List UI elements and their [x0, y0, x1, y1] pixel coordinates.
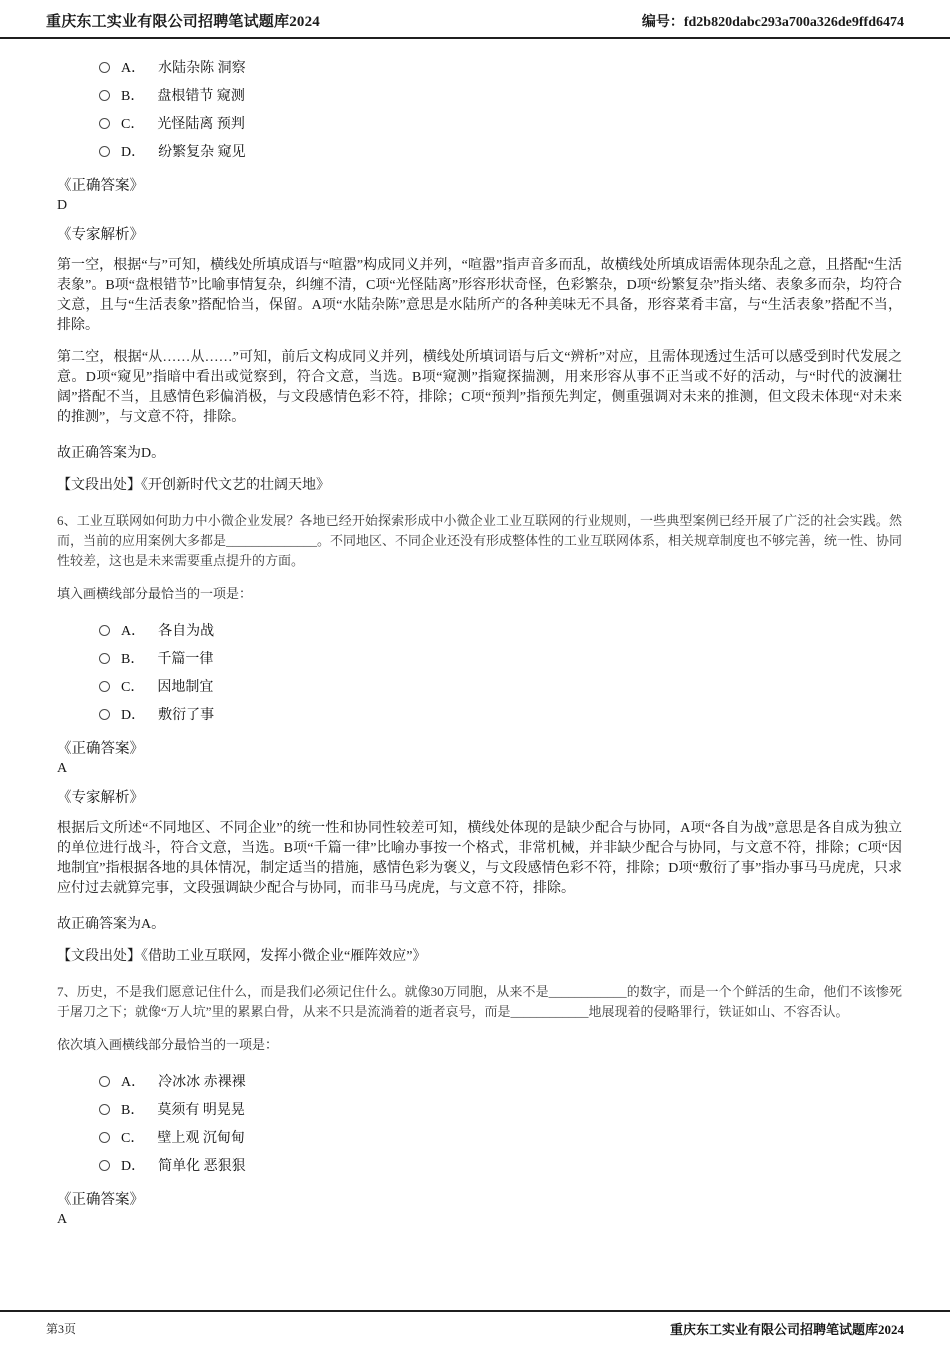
- option-row: [99, 672, 902, 700]
- q6-answer: A: [57, 761, 68, 776]
- q7-answer: A: [57, 1212, 68, 1227]
- option-text: 光怪陆离 预判: [157, 117, 245, 132]
- radio-button[interactable]: [99, 1132, 110, 1143]
- q5-analysis-paragraph-2: 第二空，根据“从……从……”可知，前后文构成同义并列，横线处所填词语与后文“辨析”对应，且需体现透过生活可以感受到时代发展之意。D项“窥见”指暗中看出或觉察到，符合文意，当选。B项“窥测”指窥探揣测，用来形容从事不正当或不好的活动，与“时代的波澜壮阔”搭配不当，且感情色彩偏消极，与文段感情色彩不符，排除；C项“预判”指预先判定，侧重强调对未来的推测，但文段未体现“对未来的推测”，与文意不符，排除。: [57, 350, 902, 425]
- option-text: 敷衍了事: [158, 708, 215, 723]
- radio-button[interactable]: [99, 90, 110, 101]
- option-row: [99, 644, 902, 672]
- option-row: [99, 1151, 902, 1179]
- option-letter: C．: [121, 117, 145, 132]
- document-code: 编号：fd2b820dabc293a700a326de9ffd6474: [641, 15, 904, 30]
- q6-conclusion: 故正确答案为A。: [57, 917, 166, 932]
- q7-options: [99, 1067, 902, 1179]
- option-text: 水陆杂陈 洞察: [158, 61, 246, 76]
- option-row: [99, 1067, 902, 1095]
- q7-stem: 7、历史，不是我们愿意记住什么，而是我们必须记住什么。就像30万同胞，从来不是____________的数字，而是一个个鲜活的生命，他们不该惨死于屠刀之下；就像“万人坑”里的累累白骨，从来不只是流淌着的逝者哀号，而是____________地展现着的侵略罪行，铁证如山、不容否认。: [57, 984, 902, 1019]
- header-title: 重庆东工实业有限公司招聘笔试题库2024: [46, 14, 321, 30]
- radio-button[interactable]: [99, 146, 110, 157]
- option-letter: B．: [121, 89, 145, 104]
- option-letter: A．: [121, 624, 146, 639]
- correct-answer-label: 《正确答案》: [57, 1192, 144, 1208]
- correct-answer-label: 《正确答案》: [57, 178, 144, 194]
- option-text: 因地制宜: [157, 680, 214, 695]
- option-letter: D．: [121, 145, 146, 160]
- option-text: 冷冰冰 赤裸裸: [158, 1075, 246, 1090]
- radio-button[interactable]: [99, 1076, 110, 1087]
- option-row: [99, 137, 902, 165]
- page-number: 第3页: [46, 1322, 77, 1336]
- radio-button[interactable]: [99, 1160, 110, 1171]
- radio-button[interactable]: [99, 709, 110, 720]
- q5-source: 【文段出处】《开创新时代文艺的壮阔天地》: [57, 478, 330, 493]
- option-letter: C．: [121, 680, 145, 695]
- q6-prompt: 填入画横线部分最恰当的一项是：: [57, 586, 253, 601]
- q6-options: [99, 616, 902, 728]
- option-letter: A．: [121, 1075, 146, 1090]
- option-row: [99, 616, 902, 644]
- option-letter: D．: [121, 1159, 146, 1174]
- radio-button[interactable]: [99, 681, 110, 692]
- option-row: [99, 109, 902, 137]
- option-text: 千篇一律: [157, 652, 214, 667]
- q5-options: [99, 53, 902, 165]
- q6-source: 【文段出处】《借助工业互联网，发挥小微企业“雁阵效应”》: [57, 949, 427, 964]
- option-letter: A．: [121, 61, 146, 76]
- radio-button[interactable]: [99, 62, 110, 73]
- q5-conclusion: 故正确答案为D。: [57, 446, 166, 461]
- option-row: [99, 700, 902, 728]
- option-row: [99, 1123, 902, 1151]
- option-text: 盘根错节 窥测: [157, 89, 245, 104]
- radio-button[interactable]: [99, 1104, 110, 1115]
- q5-answer: D: [57, 198, 68, 213]
- q7-prompt: 依次填入画横线部分最恰当的一项是：: [57, 1037, 279, 1052]
- option-letter: C．: [121, 1131, 145, 1146]
- option-text: 纷繁复杂 窥见: [158, 145, 246, 160]
- option-row: [99, 53, 902, 81]
- radio-button[interactable]: [99, 625, 110, 636]
- option-text: 各自为战: [158, 624, 215, 639]
- option-letter: B．: [121, 1103, 145, 1118]
- page-header: [0, 0, 950, 39]
- option-letter: B．: [121, 652, 145, 667]
- option-letter: D．: [121, 708, 146, 723]
- correct-answer-label: 《正确答案》: [57, 741, 144, 757]
- option-text: 莫须有 明晃晃: [157, 1103, 245, 1118]
- page-content: [0, 53, 950, 1228]
- q6-stem: 6、工业互联网如何助力中小微企业发展？各地已经开始探索形成中小微企业工业互联网的行业规则，一些典型案例已经开展了广泛的社会实践。然而，当前的应用案例大多都是______________。不同地区、不同企业还没有形成整体性的工业互联网体系，相关规章制度也不够完善，统一性、协同性较差，这也是未来需要重点提升的方面。: [57, 513, 903, 568]
- footer-title: 重庆东工实业有限公司招聘笔试题库2024: [669, 1322, 904, 1337]
- q6-analysis-paragraph-1: 根据后文所述“不同地区、不同企业”的统一性和协同性较差可知，横线处体现的是缺少配合与协同，A项“各自为战”意思是各自成为独立的单位进行战斗，符合文意，当选。B项“千篇一律”比喻办事按一个格式，非常机械，并非缺少配合与协同，与文意不符，排除；C项“因地制宜”指根据各地的具体情况，制定适当的措施，感情色彩为褒义，与文段感情色彩不符，排除；D项“敷衍了事”指办事马马虎虎，只求应付过去就算完事，文段强调缺少配合与协同，而非马马虎虎，与文意不符，排除。: [57, 821, 902, 896]
- expert-analysis-label: 《专家解析》: [57, 790, 144, 806]
- option-text: 简单化 恶狠狠: [158, 1159, 246, 1174]
- q5-analysis-paragraph-1: 第一空，根据“与”可知，横线处所填成语与“喧嚣”构成同义并列，“喧嚣”指声音多而乱，故横线处所填成语需体现杂乱之意，且搭配“生活表象”。B项“盘根错节”比喻事情复杂，纠缠不清，C项“光怪陆离”形容形状奇怪，色彩繁杂，D项“纷繁复杂”指头绪、表象多而杂，均符合文意，且与“生活表象”搭配恰当，保留。A项“水陆杂陈”意思是水陆所产的各种美味无不具备，形容菜肴丰富，与“生活表象”搭配不当，排除。: [57, 258, 902, 333]
- radio-button[interactable]: [99, 653, 110, 664]
- page-footer: [0, 1310, 950, 1345]
- option-row: [99, 1095, 902, 1123]
- radio-button[interactable]: [99, 118, 110, 129]
- expert-analysis-label: 《专家解析》: [57, 227, 144, 243]
- option-text: 壁上观 沉甸甸: [157, 1131, 245, 1146]
- option-row: [99, 81, 902, 109]
